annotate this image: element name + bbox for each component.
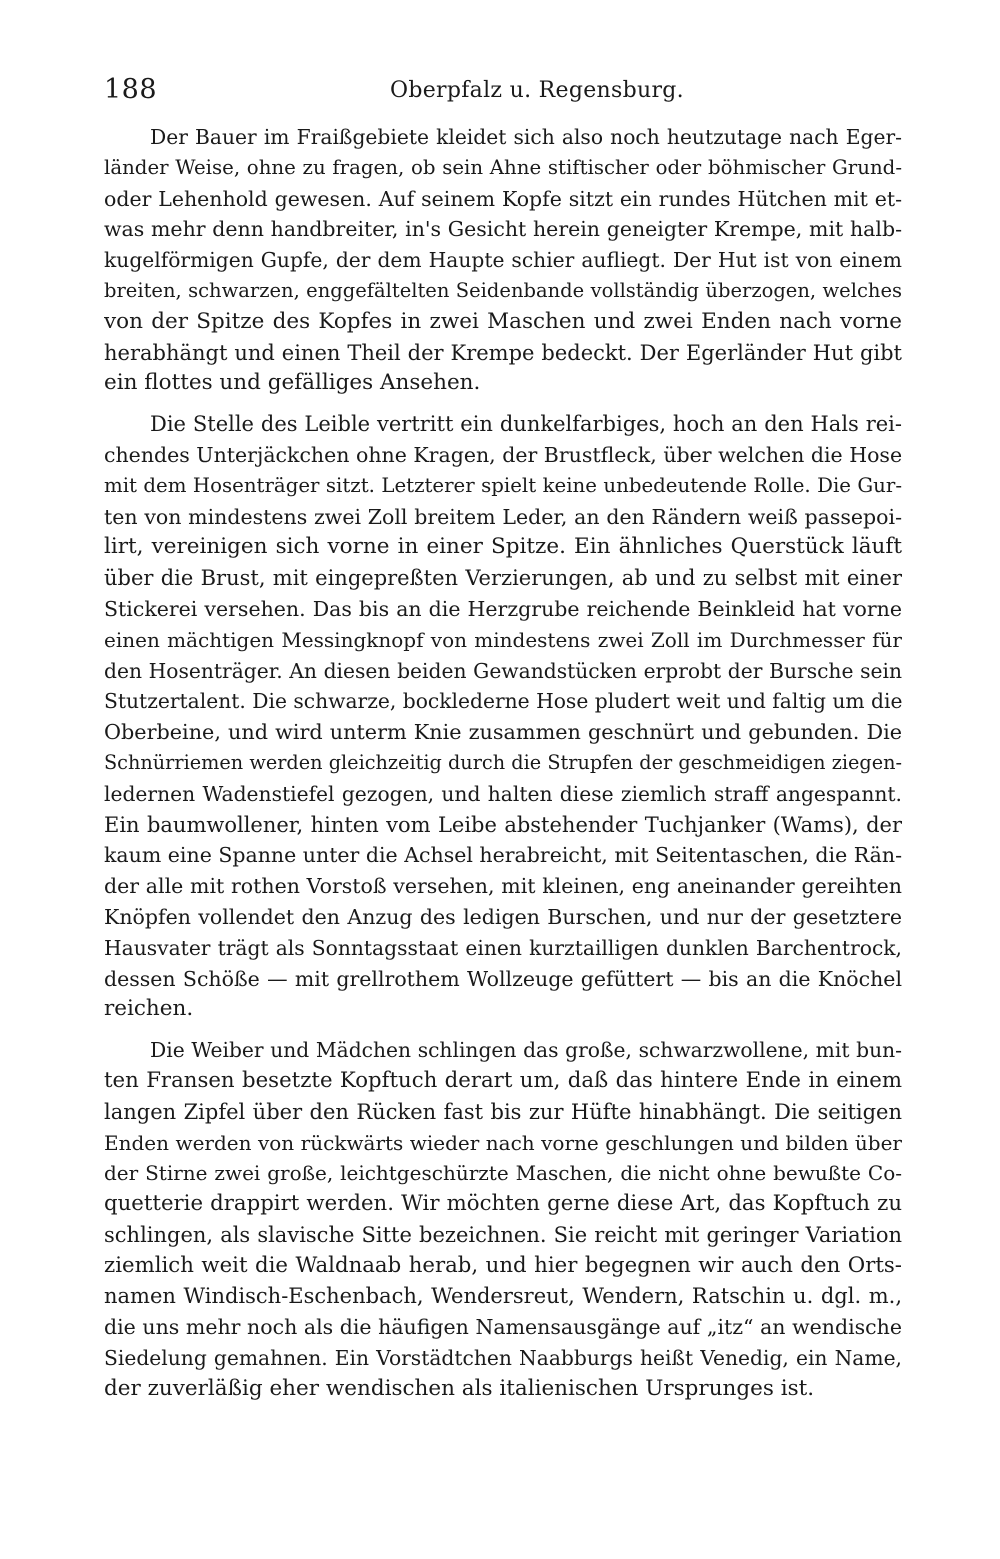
- text-line: Stickerei versehen. Das bis an die Herzgrube reichende Beinkleid hat vorne: [104, 596, 902, 621]
- text-line: was mehr denn handbreiter, in's Gesicht herein geneigter Krempe, mit halb-: [104, 217, 902, 242]
- text-line: chendes Unterjäckchen ohne Kragen, der Brustfleck, über welchen die Hose: [104, 442, 902, 467]
- text-line: herabhängt und einen Theil der Krempe bedeckt. Der Egerländer Hut gibt: [104, 340, 902, 365]
- body-text: [104, 122, 902, 1415]
- text-line: Hausvater trägt als Sonntagsstaat einen kurztailligen dunklen Barchentrock,: [104, 935, 902, 960]
- text-line: der alle mit rothen Vorstoß versehen, mit kleinen, eng aneinander gereihten: [104, 874, 902, 899]
- text-line: über die Brust, mit eingepreßten Verzierungen, ab und zu selbst mit einer: [104, 566, 902, 591]
- paragraph-costume: [104, 409, 902, 1025]
- text-line: ziemlich weit die Waldnaab herab, und hier begegnen wir auch den Orts-: [104, 1252, 902, 1278]
- page-header: [104, 70, 902, 114]
- text-line: Siedelung gemahnen. Ein Vorstädtchen Naabburgs heißt Venedig, ein Name,: [104, 1346, 902, 1371]
- paragraph-headscarf: [104, 1035, 902, 1405]
- text-line: ten Fransen besetzte Kopftuch derart um, daß das hintere Ende in einem: [104, 1067, 902, 1093]
- text-line: ten von mindestens zwei Zoll breitem Leder, an den Rändern weiß passepoi-: [104, 504, 902, 529]
- text-line: breiten, schwarzen, enggefältelten Seidenbande vollständig überzogen, welches: [104, 278, 902, 302]
- text-line: namen Windisch-Eschenbach, Wendersreut, Wendern, Ratschin u. dgl. m.,: [104, 1284, 902, 1309]
- text-line: reichen.: [104, 996, 194, 1022]
- text-line: Ein baumwollener, hinten vom Leibe abstehender Tuchjanker (Wams), der: [104, 812, 902, 837]
- text-line: Der Bauer im Fraißgebiete kleidet sich also noch heutzutage nach Eger-: [150, 125, 902, 149]
- text-line: die uns mehr noch als die häufigen Namensausgänge auf „itz“ an wendische: [104, 1315, 902, 1340]
- text-line: lirt, vereinigen sich vorne in einer Spitze. Ein ähnliches Querstück läuft: [104, 534, 902, 560]
- text-line: der Stirne zwei große, leichtgeschürzte Maschen, die nicht ohne bewußte Co-: [104, 1161, 902, 1186]
- text-line: Die Stelle des Leible vertritt ein dunkelfarbiges, hoch an den Hals rei-: [150, 412, 902, 437]
- text-line: einen mächtigen Messingknopf von mindestens zwei Zoll im Durchmesser für: [104, 627, 902, 652]
- paragraph-hat: [104, 122, 902, 399]
- text-line: den Hosenträger. An diesen beiden Gewandstücken erprobt der Bursche sein: [104, 658, 902, 683]
- text-line: langen Zipfel über den Rücken fast bis zur Hüfte hinabhängt. Die seitigen: [104, 1099, 902, 1124]
- text-line: ledernen Wadenstiefel gezogen, und halten diese ziemlich straff angespannt.: [104, 781, 902, 806]
- page-number: 188: [104, 74, 158, 105]
- text-line: quetterie drappirt werden. Wir möchten gerne diese Art, das Kopftuch zu: [104, 1191, 902, 1217]
- running-head: Oberpfalz u. Regensburg.: [390, 78, 684, 103]
- text-line: länder Weise, ohne zu fragen, ob sein Ahne stiftischer oder böhmischer Grund-: [104, 155, 902, 179]
- text-line: Die Weiber und Mädchen schlingen das große, schwarzwollene, mit bun-: [150, 1038, 902, 1063]
- text-line: von der Spitze des Kopfes in zwei Maschen und zwei Enden nach vorne: [104, 308, 902, 334]
- text-line: dessen Schöße — mit grellrothem Wollzeuge gefüttert — bis an die Knöchel: [104, 966, 902, 991]
- text-line: Stutzertalent. Die schwarze, bocklederne Hose pludert weit und faltig um die: [104, 689, 902, 714]
- text-line: ein flottes und gefälliges Ansehen.: [104, 370, 481, 396]
- text-line: schlingen, als slavische Sitte bezeichnen. Sie reicht mit geringer Variation: [104, 1222, 902, 1247]
- text-line: Oberbeine, und wird unterm Knie zusammen geschnürt und gebunden. Die: [104, 720, 902, 745]
- text-line: Enden werden von rückwärts wieder nach vorne geschlungen und bilden über: [104, 1130, 902, 1155]
- text-line: Schnürriemen werden gleichzeitig durch die Strupfen der geschmeidigen ziegen-: [104, 750, 902, 774]
- text-line: der zuverläßig eher wendischen als italienischen Ursprunges ist.: [104, 1375, 815, 1401]
- text-line: oder Lehenhold gewesen. Auf seinem Kopfe sitzt ein rundes Hütchen mit et-: [104, 186, 902, 211]
- text-line: Knöpfen vollendet den Anzug des ledigen Burschen, und nur der gesetztere: [104, 904, 902, 929]
- text-line: kaum eine Spanne unter die Achsel herabreicht, mit Seitentaschen, die Rän-: [104, 843, 902, 868]
- text-line: mit dem Hosenträger sitzt. Letzterer spielt keine unbedeutende Rolle. Die Gur-: [104, 473, 902, 497]
- text-line: kugelförmigen Gupfe, der dem Haupte schier aufliegt. Der Hut ist von einem: [104, 248, 902, 273]
